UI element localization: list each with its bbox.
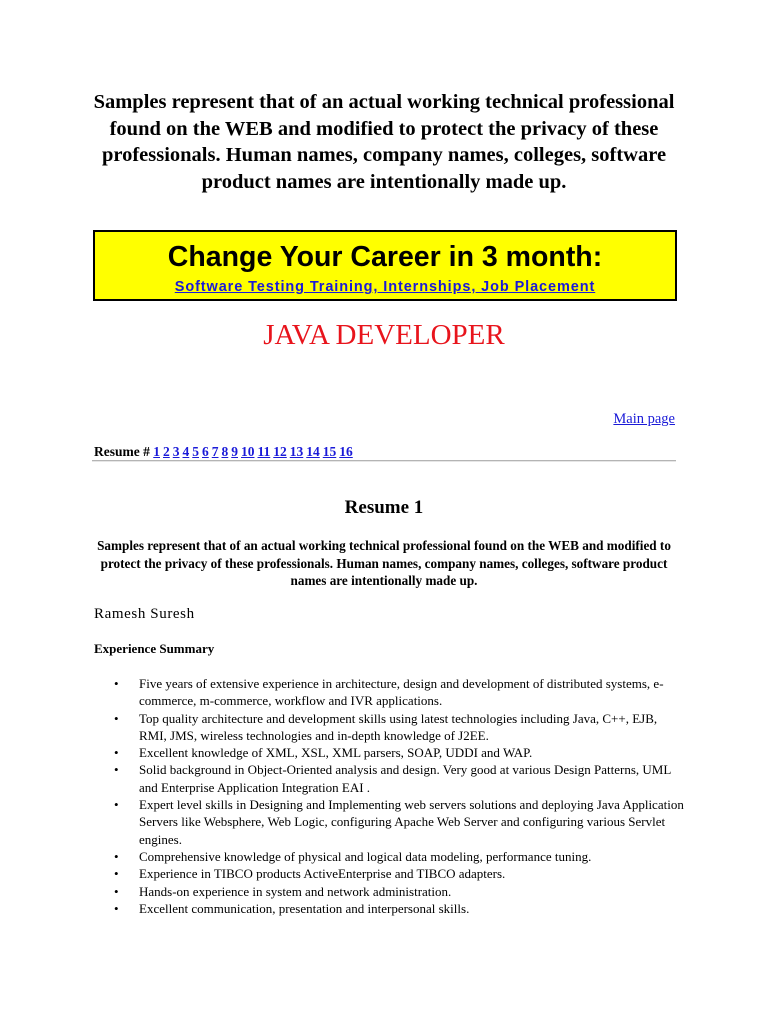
resume-nav: [94, 443, 356, 461]
bullet-icon: •: [114, 900, 119, 916]
summary-item-text: Hands-on experience in system and network administration.: [139, 883, 452, 899]
page-title: JAVA DEVELOPER: [263, 319, 505, 351]
summary-list-item: [94, 744, 684, 761]
resume-link-8[interactable]: 8: [221, 444, 229, 459]
resume-link-16[interactable]: 16: [339, 444, 353, 459]
resume-link-15[interactable]: 15: [322, 444, 337, 459]
experience-summary-heading: Experience Summary: [94, 641, 215, 656]
summary-list-item: [94, 900, 684, 917]
resume-link-7[interactable]: 7: [211, 444, 219, 459]
summary-item-text: Excellent knowledge of XML, XSL, XML parsers, SOAP, UDDI and WAP.: [139, 745, 533, 761]
resume-link-2[interactable]: 2: [163, 444, 170, 459]
resume-link-6[interactable]: 6: [202, 444, 209, 459]
summary-item-text: Experience in TIBCO products ActiveEnterprise and TIBCO adapters.: [139, 866, 506, 882]
bullet-icon: •: [114, 883, 119, 899]
banner-title: Change Your Career in 3 month:: [167, 241, 603, 273]
bullet-icon: •: [114, 797, 119, 813]
resume-nav-label: Resume #: [94, 444, 150, 459]
resume-link-10[interactable]: 10: [241, 444, 255, 459]
summary-item-text: Expert level skills in Designing and Implementing web servers solutions and deploying Java Application Servers like Websphere, Web Logic, configuring Apache Web Server and configuring various Servlet engines.: [139, 797, 684, 847]
resume-link-14[interactable]: 14: [306, 444, 320, 459]
resume-link-11[interactable]: 11: [257, 444, 271, 459]
bullet-icon: •: [114, 866, 119, 882]
career-banner[interactable]: [93, 230, 677, 301]
summary-item-text: Excellent communication, presentation and interpersonal skills.: [139, 900, 470, 916]
resume-link-12[interactable]: 12: [273, 444, 287, 459]
summary-item-text: Comprehensive knowledge of physical and logical data modeling, performance tuning.: [139, 848, 592, 864]
summary-item-text: Five years of extensive experience in architecture, design and development of distributed systems, e-commerce, m-commerce, workflow and IVR applications.: [139, 676, 664, 709]
resume-link-9[interactable]: 9: [231, 444, 238, 459]
bullet-icon: •: [114, 710, 119, 726]
resume-link-1[interactable]: 1: [153, 444, 160, 459]
summary-list-item: [94, 865, 684, 882]
resume-nav-links: [153, 444, 356, 459]
banner-training-link[interactable]: Software Testing Training, Internships, Job Placement: [174, 279, 596, 295]
summary-item-text: Solid background in Object-Oriented analysis and design. Very good at various Design Patterns, UML and Enterprise Application Integration EAI .: [139, 762, 671, 795]
bullet-icon: •: [114, 745, 119, 761]
bullet-icon: •: [114, 848, 119, 864]
intro-disclaimer: Samples represent that of an actual working technical professional found on the WEB and modified to protect the privacy of these professionals. Human names, company names, colleges, software product names are intentionally made up.: [93, 91, 675, 193]
resume-link-4[interactable]: 4: [182, 444, 190, 459]
resume-link-13[interactable]: 13: [289, 444, 304, 459]
candidate-name: Ramesh Suresh: [94, 606, 195, 622]
bullet-icon: •: [114, 676, 119, 691]
horizontal-divider: [92, 460, 676, 462]
summary-list-item: [94, 796, 684, 848]
bullet-icon: •: [114, 762, 119, 778]
experience-summary-list: [94, 675, 684, 917]
summary-list-item: [94, 883, 684, 900]
summary-list-item: [94, 710, 684, 745]
summary-list-item: [94, 761, 684, 796]
summary-item-text: Top quality architecture and development skills using latest technologies including Java, C++, EJB, RMI, JMS, wireless technologies and in-depth knowledge of J2EE.: [139, 710, 658, 743]
resume-disclaimer: Samples represent that of an actual working technical professional found on the WEB and modified to protect the privacy of these professionals. Human names, company names, colleges, software product names are intentionally made up.: [97, 538, 671, 588]
summary-list-item: [94, 848, 684, 865]
summary-list-item: [94, 675, 684, 710]
resume-link-5[interactable]: 5: [192, 444, 199, 459]
resume-heading: Resume 1: [344, 497, 424, 518]
main-page-link[interactable]: Main page: [613, 411, 675, 427]
resume-link-3[interactable]: 3: [172, 444, 180, 459]
